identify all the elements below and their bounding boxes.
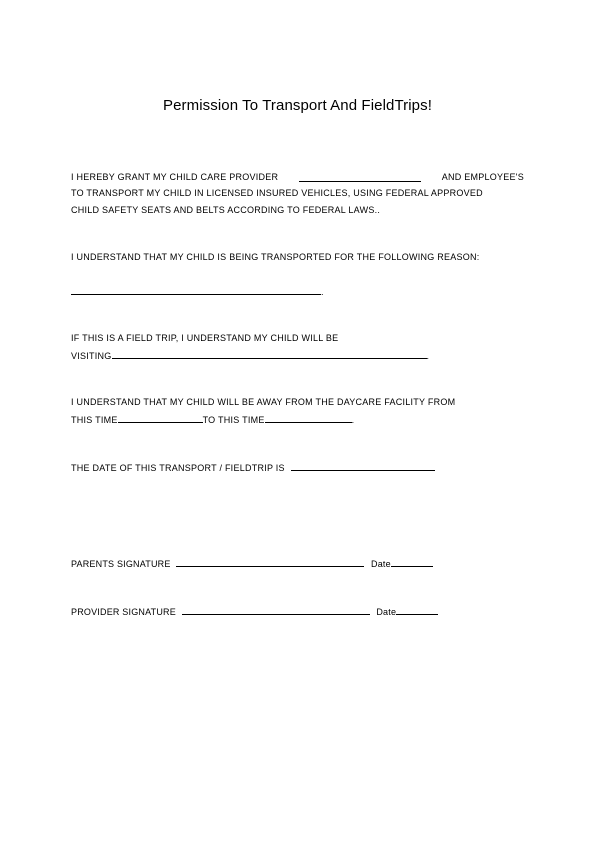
reason-text: I UNDERSTAND THAT MY CHILD IS BEING TRANSPORTED FOR THE FOLLOWING REASON: <box>71 252 480 262</box>
transport-date-label: THE DATE OF THIS TRANSPORT / FIELDTRIP IS <box>71 463 285 473</box>
visiting-line <box>71 349 429 361</box>
from-time-label: THIS TIME <box>71 415 118 425</box>
grant-text-end: AND EMPLOYEE'S <box>441 172 524 182</box>
time-line <box>71 413 354 425</box>
grant-line-2 <box>71 188 524 198</box>
to-time-field[interactable] <box>265 413 352 423</box>
reason-period: . <box>321 287 324 297</box>
provider-signature-field[interactable] <box>182 605 370 615</box>
document-title: Permission To Transport And FieldTrips! <box>162 97 432 114</box>
parents-signature-field[interactable] <box>176 557 364 567</box>
grant-text-line2: TO TRANSPORT MY CHILD IN LICENSED INSURED VEHICLES, USING FEDERAL APPROVED <box>71 188 483 198</box>
transport-date-field[interactable] <box>291 461 435 471</box>
away-text: I UNDERSTAND THAT MY CHILD WILL BE AWAY FROM THE DAYCARE FACILITY FROM <box>71 397 456 407</box>
grant-line-3: CHILD SAFETY SEATS AND BELTS ACCORDING TO FEDERAL LAWS.. <box>71 205 381 215</box>
visiting-label: VISITING <box>71 351 112 361</box>
parents-date-field[interactable] <box>391 557 433 567</box>
reason-field[interactable] <box>71 285 321 295</box>
from-time-field[interactable] <box>118 413 203 423</box>
away-line-1 <box>71 397 498 407</box>
transport-date-line <box>71 461 435 473</box>
parents-date-label: Date <box>371 559 391 569</box>
parents-signature-label: PARENTS SIGNATURE <box>71 559 171 569</box>
reason-line <box>71 285 324 297</box>
to-time-label: TO THIS TIME <box>202 415 265 425</box>
fieldtrip-text: IF THIS IS A FIELD TRIP, I UNDERSTAND MY CHILD WILL BE <box>71 333 339 343</box>
provider-signature-line <box>71 605 438 617</box>
provider-name-field[interactable] <box>299 172 421 182</box>
provider-date-field[interactable] <box>396 605 438 615</box>
grant-text-start: I HEREBY GRANT MY CHILD CARE PROVIDER <box>71 172 279 182</box>
visiting-period: . <box>426 351 430 361</box>
provider-date-label: Date <box>376 607 397 617</box>
parents-signature-line <box>71 557 433 569</box>
visiting-field[interactable] <box>112 349 427 359</box>
provider-signature-label: PROVIDER SIGNATURE <box>71 607 176 617</box>
grant-line-1 <box>71 172 524 182</box>
time-period: . <box>351 415 355 425</box>
